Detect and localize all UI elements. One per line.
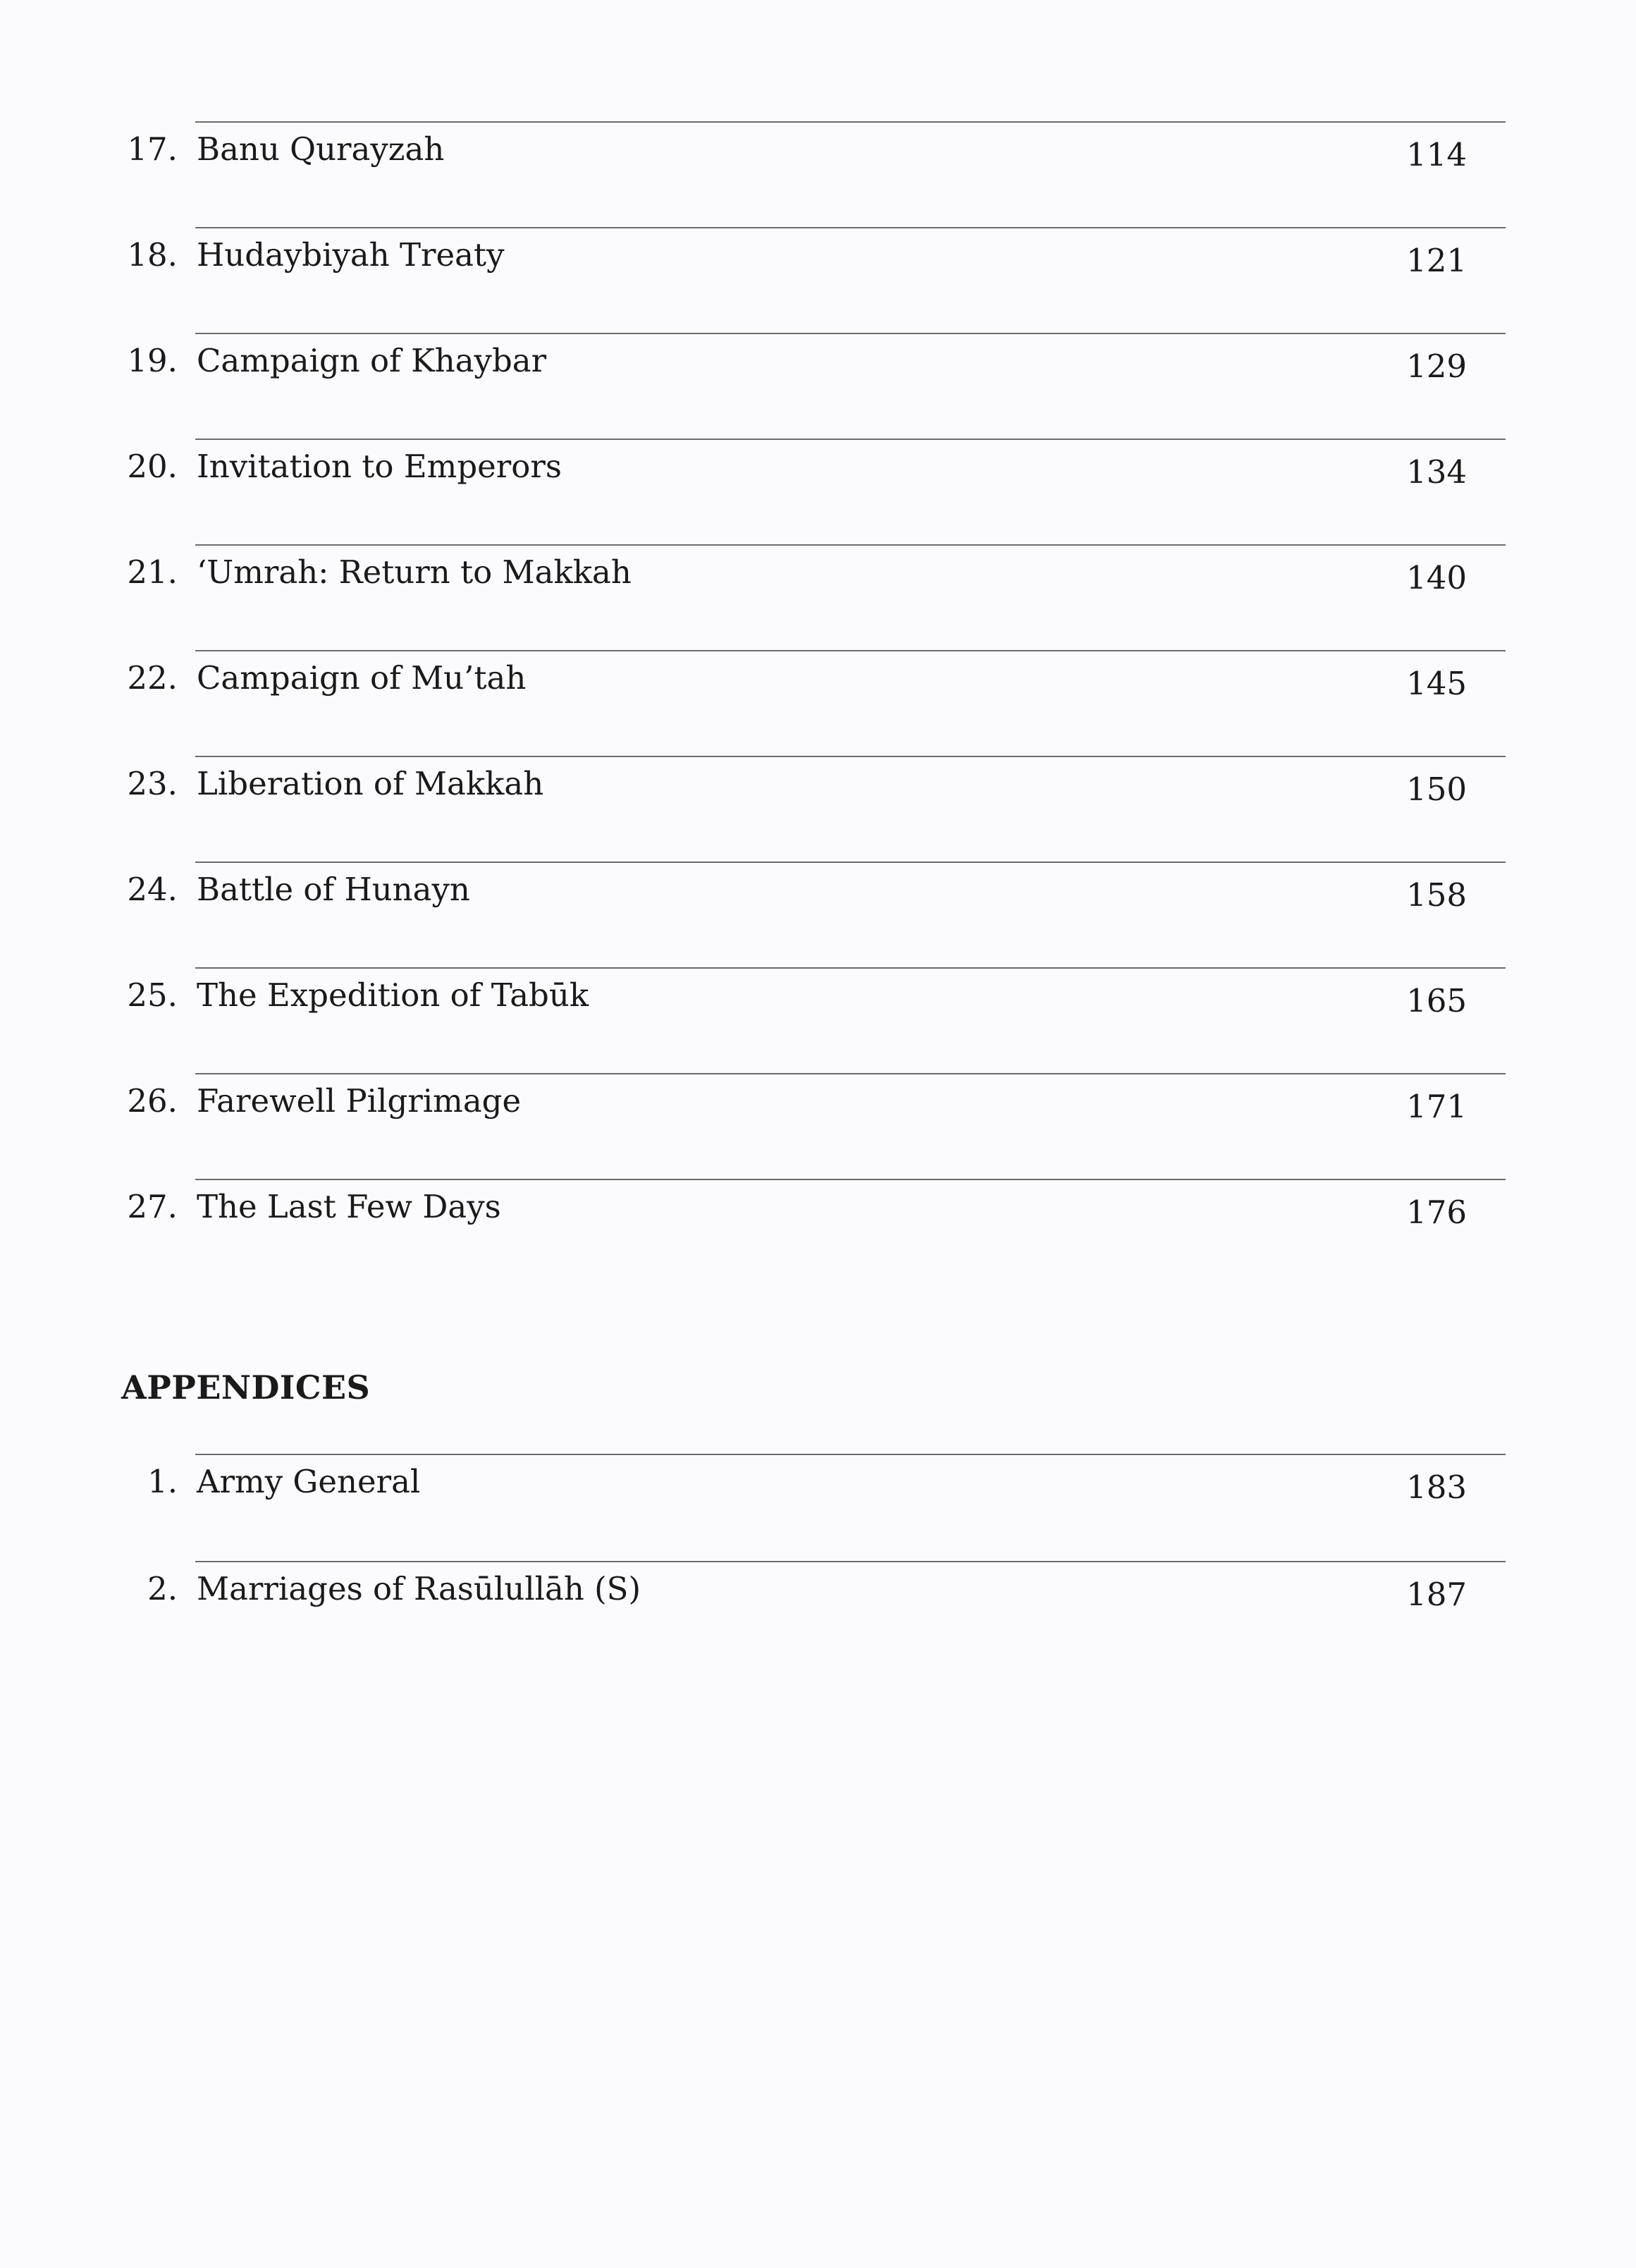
entry-rule: [195, 121, 1506, 123]
entry-page: 121: [1406, 242, 1467, 279]
toc-entry-23: [121, 756, 1506, 840]
entry-page: 140: [1406, 559, 1467, 596]
entry-rule: [195, 967, 1506, 969]
toc-entry-18: [121, 227, 1506, 312]
entry-rule: [195, 756, 1506, 757]
toc-entry-20: [121, 439, 1506, 523]
entry-number: 24.: [127, 871, 178, 908]
entry-number: 1.: [147, 1463, 178, 1500]
appendix-entry-2: [121, 1561, 1506, 1645]
entry-page: 176: [1406, 1194, 1467, 1231]
entry-title: ‘Umrah: Return to Makkah: [197, 553, 632, 591]
entry-number: 22.: [127, 659, 178, 697]
appendix-entry-1: [121, 1454, 1506, 1538]
entry-page: 187: [1406, 1576, 1467, 1613]
entry-title: The Expedition of Tabūk: [197, 976, 589, 1014]
toc-entry-17: [121, 121, 1506, 206]
entry-rule: [195, 227, 1506, 228]
entry-page: 129: [1406, 348, 1467, 385]
entry-title: Hudaybiyah Treaty: [197, 236, 505, 274]
entry-title: Battle of Hunayn: [197, 871, 470, 908]
entry-title: The Last Few Days: [197, 1188, 501, 1225]
entry-title: Liberation of Makkah: [197, 765, 544, 802]
entry-page: 165: [1406, 982, 1467, 1019]
toc-entry-19: [121, 333, 1506, 417]
entry-number: 18.: [127, 236, 178, 274]
entry-number: 27.: [127, 1188, 178, 1225]
entry-rule: [195, 544, 1506, 546]
entry-number: 19.: [127, 342, 178, 379]
entry-title: Marriages of Rasūlullāh (S): [197, 1570, 641, 1607]
entry-number: 21.: [127, 553, 178, 591]
entry-rule: [195, 1179, 1506, 1180]
toc-entry-21: [121, 544, 1506, 629]
toc-entry-26: [121, 1073, 1506, 1158]
entry-number: 20.: [127, 448, 178, 485]
entry-rule: [195, 862, 1506, 863]
entry-number: 25.: [127, 976, 178, 1014]
entry-title: Banu Qurayzah: [197, 130, 445, 168]
entry-number: 23.: [127, 765, 178, 802]
entry-page: 150: [1406, 771, 1467, 808]
toc-entry-24: [121, 862, 1506, 946]
entry-page: 134: [1406, 453, 1467, 491]
entry-number: 17.: [127, 130, 178, 168]
entry-number: 26.: [127, 1082, 178, 1120]
entry-title: Campaign of Mu’tah: [197, 659, 527, 697]
entry-rule: [195, 439, 1506, 440]
entry-rule: [195, 333, 1506, 334]
entry-title: Invitation to Emperors: [197, 448, 562, 485]
entry-number: 2.: [147, 1570, 178, 1607]
entry-page: 171: [1406, 1088, 1467, 1125]
entry-rule: [195, 650, 1506, 651]
entry-page: 145: [1406, 665, 1467, 702]
entry-page: 183: [1406, 1469, 1467, 1506]
toc-entry-22: [121, 650, 1506, 735]
entry-rule: [195, 1073, 1506, 1074]
entry-rule: [195, 1454, 1506, 1455]
entry-title: Army General: [197, 1463, 421, 1500]
entry-rule: [195, 1561, 1506, 1562]
appendices-heading: APPENDICES: [121, 1368, 371, 1406]
entry-page: 114: [1406, 136, 1467, 173]
entry-title: Farewell Pilgrimage: [197, 1082, 522, 1120]
entry-title: Campaign of Khaybar: [197, 342, 547, 379]
entry-page: 158: [1406, 876, 1467, 914]
toc-entry-25: [121, 967, 1506, 1052]
toc-entry-27: [121, 1179, 1506, 1263]
